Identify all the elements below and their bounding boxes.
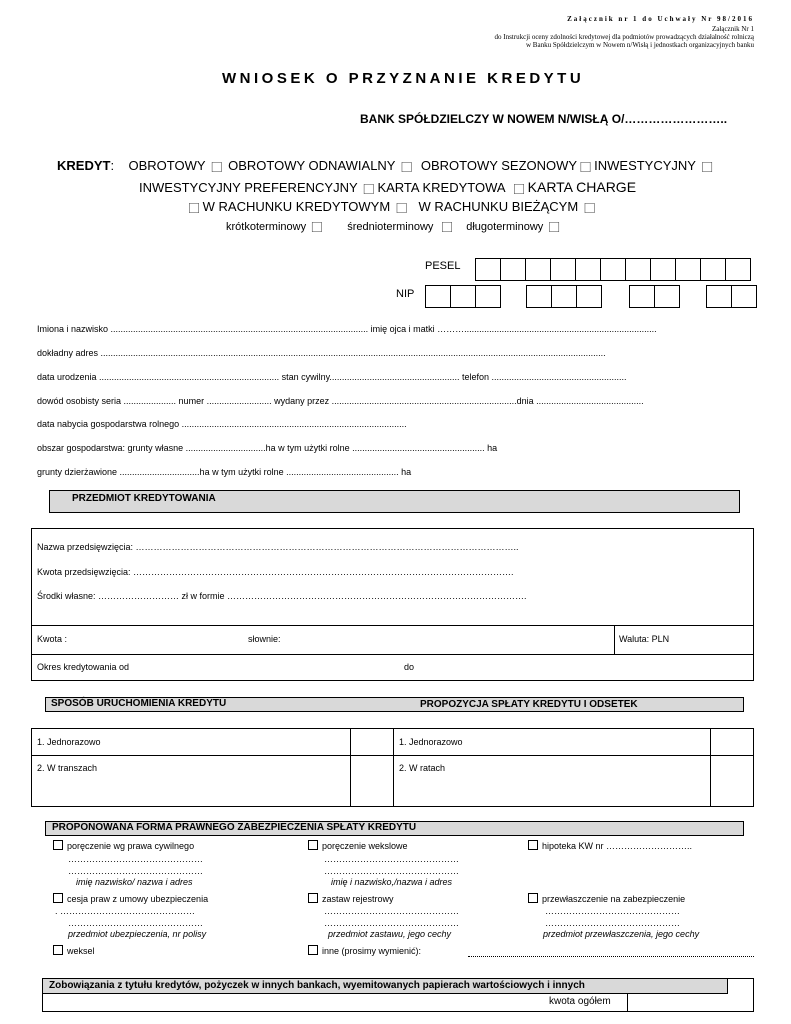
field-id-card[interactable]: dowód osobisty seria ..................... numer .......................... wydany przez ..........................................................................dnia ........................................... — [37, 396, 644, 406]
checkbox-icon[interactable]: ⬜︎ — [581, 203, 595, 214]
dots-line[interactable]: ……………………………………… — [324, 866, 459, 876]
digit-cell[interactable] — [629, 285, 655, 308]
security-pledge[interactable]: zastaw rejestrowy — [308, 893, 394, 904]
digit-cell[interactable] — [475, 258, 501, 281]
divider — [627, 994, 628, 1012]
security-bill[interactable]: weksel — [53, 945, 95, 956]
digit-cell[interactable] — [575, 258, 601, 281]
credit-types-row1: KREDYT: OBROTOWY ⬜︎ OBROTOWY ODNAWIALNY ⬜︎ OBROTOWY SEZONOWY ⬜︎ INWESTYCYJNY ⬜︎ — [57, 158, 713, 173]
pesel-input[interactable] — [476, 258, 751, 281]
field-currency: Waluta: PLN — [619, 634, 670, 644]
checkbox-icon[interactable]: ⬜︎ — [208, 162, 225, 173]
security-bill-guarantee[interactable]: poręczenie wekslowe — [308, 840, 408, 851]
checkbox-icon[interactable]: ⬜︎ — [393, 203, 415, 214]
digit-cell[interactable] — [706, 285, 732, 308]
field-area-own[interactable]: obszar gospodarstwa: grunty własne ................................ha w tym użytki rolne ..................................................... ha — [37, 443, 498, 453]
dots-line[interactable]: ……………………………………… — [68, 854, 203, 864]
checkbox-icon[interactable]: ⬜︎ — [580, 162, 591, 173]
checkbox-icon[interactable] — [53, 893, 63, 903]
checkbox-icon[interactable] — [528, 840, 538, 850]
dots-line[interactable]: ……………………………………… — [545, 918, 680, 928]
hint-transfer: przedmiot przewłaszczenia, jego cechy — [543, 929, 700, 939]
launch-title: SPOSÓB URUCHOMIENIA KREDYTU — [51, 698, 227, 709]
credit-label: KREDYT — [57, 158, 111, 173]
field-farm-date[interactable]: data nabycia gospodarstwa rolnego .......................................................................................... — [37, 419, 407, 429]
security-transfer[interactable]: przewłaszczenie na zabezpieczenie — [528, 893, 685, 904]
dots-line[interactable]: ……………………………………… — [545, 906, 680, 916]
section-liab-header: Zobowiązania z tytułu kredytów, pożyczek w innych bankach, wyemitowanych papierach wartościowych i innych — [42, 978, 728, 994]
checkbox-icon[interactable] — [308, 840, 318, 850]
hint-bill: imię i nazwisko,/nazwa i adres — [331, 877, 453, 887]
field-amount-words[interactable]: słownie: — [248, 634, 281, 644]
credit-option-credit-card[interactable]: KARTA KREDYTOWA — [377, 180, 505, 195]
hint-insurance: przedmiot ubezpieczenia, nr polisy — [68, 929, 207, 939]
launch-option-single[interactable]: 1. Jednorazowo — [37, 737, 101, 747]
other-field-line[interactable] — [468, 956, 754, 957]
checkbox-icon[interactable] — [528, 893, 538, 903]
checkbox-icon[interactable] — [308, 893, 318, 903]
header-bank-line: w Banku Spółdzielczym w Nowem n/Wisłą i jednostkach organizacyjnych banku — [525, 41, 754, 49]
security-civil-guarantee[interactable]: poręczenie wg prawa cywilnego — [53, 840, 194, 851]
nip-input-group4[interactable] — [707, 285, 757, 308]
total-amount-label: kwota ogółem — [549, 996, 611, 1007]
digit-cell[interactable] — [700, 258, 726, 281]
digit-cell[interactable] — [731, 285, 757, 308]
digit-cell[interactable] — [525, 258, 551, 281]
credit-option-investment[interactable]: INWESTYCYJNY — [594, 158, 696, 173]
header-instruction-line: do Instrukcji oceny zdolności kredytowej dla podmiotów prowadzących działalność rolniczą — [494, 33, 754, 41]
security-mortgage[interactable]: hipoteka KW nr ……………………….. — [528, 840, 692, 851]
checkbox-icon[interactable] — [53, 945, 63, 955]
security-insurance[interactable]: cesja praw z umowy ubezpieczenia — [53, 893, 208, 904]
digit-cell[interactable] — [475, 285, 501, 308]
checkbox-icon[interactable]: ⬜︎ — [361, 184, 374, 195]
header-annex-number: Załącznik Nr 1 — [712, 25, 754, 33]
digit-cell[interactable] — [675, 258, 701, 281]
divider — [614, 625, 615, 654]
digit-cell[interactable] — [550, 258, 576, 281]
digit-cell[interactable] — [500, 258, 526, 281]
checkbox-icon[interactable]: ⬜︎ — [309, 222, 345, 233]
digit-cell[interactable] — [551, 285, 577, 308]
field-address[interactable]: dokładny adres .......................................................................................................................................................................................................... — [37, 348, 606, 358]
digit-cell[interactable] — [725, 258, 751, 281]
field-own-funds[interactable]: Środki własne: ……………………… zł w formie ………………………………………………………………………………………. — [37, 591, 527, 601]
divider — [31, 654, 754, 655]
dots-line[interactable]: ……………………………………… — [324, 854, 459, 864]
header-annex-line: Załącznik nr 1 do Uchwały Nr 98/2016 — [567, 15, 754, 23]
nip-input-group3[interactable] — [630, 285, 680, 308]
checkbox-icon[interactable] — [308, 945, 318, 955]
dots-line[interactable]: ……………………………………… — [68, 866, 203, 876]
launch-option-tranches[interactable]: 2. W transzach — [37, 763, 98, 773]
digit-cell[interactable] — [576, 285, 602, 308]
credit-option-revolving[interactable]: OBROTOWY ODNAWIALNY — [228, 158, 396, 173]
pesel-label: PESEL — [425, 260, 461, 272]
dots-line[interactable]: ……………………………………… — [68, 918, 203, 928]
digit-cell[interactable] — [600, 258, 626, 281]
field-period-to[interactable]: do — [404, 662, 415, 672]
field-period-from[interactable]: Okres kredytowania od — [37, 662, 130, 672]
field-birth[interactable]: data urodzenia ........................................................................ stan cywilny.................................................... telefon ...................................................... — [37, 372, 627, 382]
hint-civil: imię nazwisko/ nazwa i adres — [76, 877, 193, 887]
credit-option-operating[interactable]: OBROTOWY — [128, 158, 206, 173]
credit-option-loan-account[interactable]: W RACHUNKU KREDYTOWYM — [202, 199, 391, 214]
hint-pledge: przedmiot zastawu, jego cechy — [328, 929, 452, 939]
credit-option-preferential[interactable]: INWESTYCYJNY PREFERENCYJNY — [139, 180, 358, 195]
repay-option-single[interactable]: 1. Jednorazowo — [399, 737, 463, 747]
nip-label: NIP — [396, 288, 415, 300]
digit-cell[interactable] — [654, 285, 680, 308]
repayment-title: PROPOZYCJA SPŁATY KREDYTU I ODSETEK — [420, 699, 638, 710]
section-subject-header: PRZEDMIOT KREDYTOWANIA — [49, 490, 740, 513]
divider — [31, 625, 754, 626]
checkbox-icon[interactable]: ⬜︎ — [699, 162, 713, 173]
security-other[interactable]: inne (prosimy wymienić): — [308, 945, 421, 956]
bank-branch-line: BANK SPÓŁDZIELCZY W NOWEM N/WISŁĄ O/…………………….. — [360, 112, 728, 126]
page-title: WNIOSEK O PRZYZNANIE KREDYTU — [222, 70, 585, 87]
divider — [350, 728, 351, 807]
checkbox-icon[interactable]: ⬜︎ — [436, 222, 464, 233]
checkbox-icon[interactable]: ⬜︎ — [189, 203, 199, 214]
divider — [393, 728, 394, 807]
digit-cell[interactable] — [526, 285, 552, 308]
digit-cell[interactable] — [625, 258, 651, 281]
repay-option-installments[interactable]: 2. W ratach — [399, 763, 446, 773]
digit-cell[interactable] — [650, 258, 676, 281]
digit-cell[interactable] — [450, 285, 476, 308]
credit-option-charge-card[interactable]: KARTA CHARGE — [527, 179, 637, 195]
nip-input-group2[interactable] — [527, 285, 602, 308]
field-name[interactable]: Imiona i nazwisko ....................................................................................................... imię ojca i matki ………............................................................................. — [37, 324, 657, 334]
term-medium[interactable]: średnioterminowy — [347, 221, 434, 233]
field-amount[interactable]: Kwota : — [37, 634, 68, 644]
section-launch-header — [45, 697, 744, 712]
dots-line[interactable]: ……………………………………… — [324, 906, 459, 916]
checkbox-icon[interactable]: ⬜︎ — [546, 222, 560, 233]
dots-line[interactable]: . ……………………………………… — [55, 906, 196, 916]
divider — [710, 728, 711, 807]
checkbox-icon[interactable]: ⬜︎ — [398, 162, 418, 173]
term-long[interactable]: długoterminowy — [466, 221, 544, 233]
field-area-lease[interactable]: grunty dzierżawione ................................ha w tym użytki rolne ............................................. ha — [37, 467, 412, 477]
credit-option-current-account[interactable]: W RACHUNKU BIEŻĄCYM — [418, 199, 579, 214]
dots-line[interactable]: ……………………………………… — [324, 918, 459, 928]
credit-option-seasonal[interactable]: OBROTOWY SEZONOWY — [420, 158, 577, 173]
credit-types-row3 — [189, 199, 595, 214]
nip-input-group1[interactable] — [426, 285, 501, 308]
checkbox-icon[interactable] — [53, 840, 63, 850]
field-project-cost[interactable]: Kwota przedsięwzięcia: ………………………………………………………………………………………………………………. — [37, 567, 514, 577]
digit-cell[interactable] — [425, 285, 451, 308]
section-security-header: PROPONOWANA FORMA PRAWNEGO ZABEZPIECZENIA SPŁATY KREDYTU — [45, 821, 744, 836]
credit-types-row2 — [139, 179, 636, 195]
field-project-name[interactable]: Nazwa przedsięwzięcia: ……………………………………………………………………………………………………………….. — [37, 542, 519, 552]
credit-terms-row — [226, 221, 559, 233]
term-short[interactable]: krótkoterminowy — [226, 221, 307, 233]
checkbox-icon[interactable]: ⬜︎ — [508, 184, 525, 195]
